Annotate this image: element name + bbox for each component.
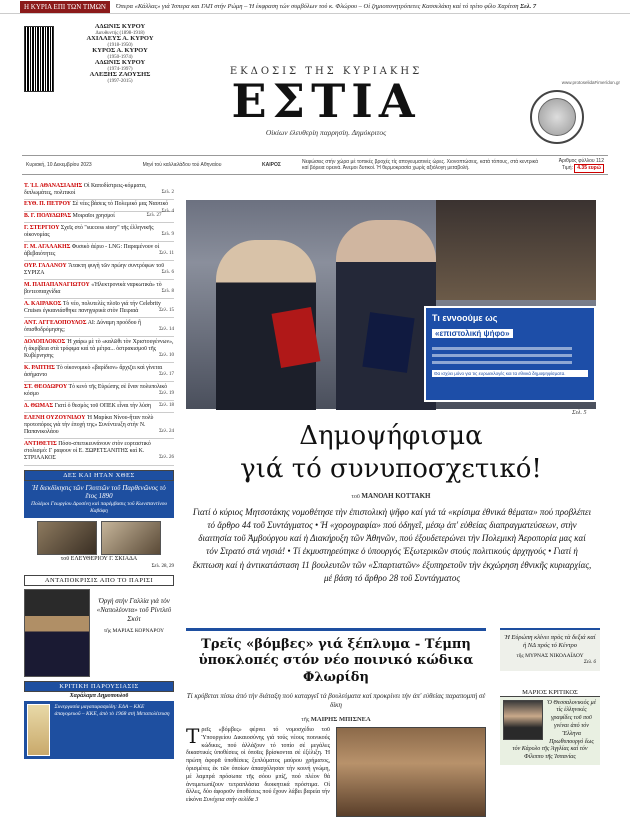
contents-text: «Ἠλεκτρονικὰ ναρκωτικὰ» τὸ βιντεοπαιχνίδια — [24, 281, 162, 296]
contents-author: Δ. ΘΩΜΑΣ — [24, 402, 54, 409]
europe-text: Ἡ Εὐρώπη κλίνει πρὸς τὰ δεξιά καί ἡ ΝΔ πρός τό Κέντρο — [504, 634, 596, 650]
seal-site-url: www.protoselidaFimerídon.gr — [561, 80, 620, 85]
history-page: Σελ. 28, 29 — [151, 564, 174, 570]
contents-page: Σελ. 8 — [161, 289, 174, 295]
contents-author: Β. Γ. ΠΟΛΥΔΩΡΑΣ — [24, 213, 72, 220]
top-strip-teaser[interactable]: Όπερα «Κάλλας» γιά Ίσπερα και ΓΑΠ στήν Ρώμη – Ή έκφραση τών συμβόλων τού κ. Φλώρου – Οί ζημιοπονητρόπετες Κασσελάκη καί τό τρίτο φίλο Χαρίτση Σελ. 7 — [115, 3, 537, 10]
editor-name: ΑΧΙΛΛΕΥΣ Α. ΚΥΡΟΥ — [86, 35, 154, 43]
history-photos — [24, 521, 174, 555]
contents-page: Σελ. 11 — [159, 251, 174, 257]
contents-item[interactable] — [24, 299, 174, 318]
contents-text: Τὸ οἰκονομικὸ «βαρίδιον» ἄρχιζει καὶ γίνεται ἀσήμαντο — [24, 364, 163, 379]
contents-page: Σελ. 18 — [159, 402, 174, 408]
contents-item[interactable] — [24, 261, 174, 280]
book-cover — [27, 704, 50, 756]
history-photo-kavafis — [101, 521, 161, 555]
contents-text: Οἱ Καποδίστρεις-κόμματα, διπλωμάτες, πολιτικοί — [24, 182, 147, 196]
contents-text: Σὲ νέες βάσεις τὸ Πολεμικό μας Ναυτικό — [72, 201, 169, 208]
europe-page: Σελ. 6 — [583, 660, 596, 666]
contents-text: Τὸ κενὸ τῆς Εὐρώπης σὲ ἕναν πολυπολικὸ κόσμο — [24, 383, 168, 398]
contents-item[interactable] — [24, 242, 174, 261]
krikos-photo — [503, 700, 543, 740]
photo-page-ref: Σελ. 5 — [572, 410, 587, 416]
contents-page: Σελ. 15 — [159, 308, 174, 314]
contents-author: ΔΟΛΟΠΛΟΚΟΣ — [24, 338, 66, 345]
contents-item[interactable] — [24, 200, 174, 212]
right-column — [500, 628, 600, 765]
contents-author: Τ. Ἰ.Ι. ΑΘΑΝΑΣΙΑΔΗΣ — [24, 182, 83, 189]
article-2-byline: τῆς ΜΑΙΡΗΣ ΜΠΙΣΝΕΑ — [301, 715, 371, 723]
napoleon-photo — [24, 589, 90, 677]
contents-text: ΑΙ: Δύναμη προόδου ἢ ὀπισθοδρόμησης; — [24, 319, 141, 334]
editor-years: (1950-1974) — [107, 54, 133, 60]
contents-text: Γιατί ὁ θεσμὸς τοῦ ΟΠΕΚ εἶναι τὴν λύση — [54, 402, 152, 409]
contents-author: Κ. ΡΑΠΤΗΣ — [24, 364, 55, 371]
editor-name: ΑΔΩΝΙΣ ΚΥΡΟΥ — [94, 23, 146, 30]
contents-page: Σελ. 24 — [159, 429, 174, 435]
contents-item[interactable] — [24, 401, 174, 413]
weather-forecast: Νεφώσεις στήν χώρα μέ τοπικές βροχές τίς απογευματινές ώρες. Χιονοπτώσεις, κατά τόπους, στά κεντρικά καί βόρεια ορεινά. Άνεμοι δυτικοί. Ή θερμοκρασία χωρίς αξιόλογη μεταβολή. — [302, 159, 538, 171]
article-2-headline[interactable]: Τρεῖς «βόμβες» γιά ξέπλυμα - Τέμπη ὑποκλοπές στόν νέο ποινικό κώδικα Φλωρίδη — [198, 637, 474, 685]
paris-byline: τῆς ΜΑΡΙΑΣ ΚΟΡΝΑΡΟΥ — [103, 627, 165, 634]
editor-name: ΑΔΩΝΙΣ ΚΥΡΟΥ — [94, 59, 146, 67]
critique-text: Συνεργασία μαγαπαρασρίδη: ΕΔΑ – ΚΚΕ ἀπαγορευοῦ – ΚΚΕ, ἀπὸ τὸ 1968 στὴ Μεταπολίτευση — [54, 704, 170, 717]
critique-author: Χαράλαμπ Δημοπουλοῦ — [69, 692, 129, 699]
contents-author: Γ. ΣΤΕΡΓΙΟΥ — [24, 224, 60, 231]
contents-text: Ἡ Μαρίκα Νίνου-ἤταν πολὺ προτοπόρος γιὰ τὴν ἐποχὴ της» Συνέντευξη στὴν Ν. Παπανικολάου — [24, 414, 154, 436]
masthead-title[interactable]: ΕΣΤΙΑ — [231, 74, 421, 128]
europe-box[interactable] — [500, 628, 600, 671]
contents-author: ΟΥΡ. ΓΑΛΑΝΟΥ — [24, 262, 67, 269]
history-box[interactable] — [24, 481, 174, 518]
editor-years: (1974-1997) — [107, 67, 133, 72]
contents-item[interactable] — [24, 337, 174, 363]
history-subtitle: Πολέμοι Γεωργίου Δροσίνη καὶ παρέμβασις τοῦ Κωνσταντίνου Καβάφη — [31, 501, 167, 514]
info-bar — [22, 155, 608, 175]
contents-item[interactable] — [24, 280, 174, 299]
contents-page: Σελ. 2 — [161, 189, 174, 195]
contents-item[interactable] — [24, 318, 174, 337]
krikos-heading[interactable]: ΜΑΡΙΟΣ ΚΡΙΤΙΚΟΣ — [500, 689, 600, 697]
editor-years: Διευθυντής (1898-1918) — [95, 30, 145, 36]
contents-author: Μ. ΠΑΠΑΠΑΝΑΓΙΩΤΟΥ — [24, 281, 90, 288]
lead-text: Γιατί ὁ κύριος Μητσοτάκης νομοθέτησε τὴν ἐπιστολικὴ ψῆφο καί γιά τά «κρίσιμα ἐθνικά θέματα» πού προβλέπει τό ἄρθρο 44 τοῦ Συντάγματος • Ἡ «χορογραφία» πού ὁδηγεῖ, μέσῳ ἀπ' εὐθείας διαπραγματεύσεων, στὴν διαιτησία τοῦ Ἀμβούργου καί ἡ Διακήρυξη τῶν Ἀθηνῶν, πού ἐξουδετερώνει τὴν Πολεμικὴ Ἀεροπορία μας καί τόν Στρατό στά νησιά! • Τί ἐκμυστηρεύτηκε ὁ ὑπουργός Ἐξωτερικῶν στούς πολιτικούς ἀρχηγούς • Γιατί ἡ ἔκπτωση καί ἡ ἀντικατάσταση 11 βουλευτῶν τῶν «Σπαρτιατῶν» ἐξυπηρετοῦν τὴν ἐκχώρηση ἐθνικῆς κυριαρχίας, μέ βάση τό ἄρθρο 28 τοῦ Συντάγματος — [192, 507, 592, 583]
contents-item[interactable] — [24, 363, 174, 382]
contents-text: Σχεῖς στὸ "success story" τῆς ἑλληνικῆς οἰκονομίας — [24, 224, 154, 239]
history-byline: τοῦ ΕΛΕΥΘΕΡΙΟΥ Γ. ΣΚΙΑΔΑ — [60, 555, 138, 562]
contents-page: Σελ. 4 — [161, 208, 174, 214]
contents-text: Ἡ χαίρω μὲ τὸ «καλῶθι τὸν Χριστουγέννων», ἡ ἀκρίβεια στὰ τρόφιμα καὶ τὰ μέτρα... ὀστρακισμοῦ τῆς Κυβέρνησης — [24, 338, 174, 360]
editor-name: ΑΛΕΞΗΣ ΖΑΟΥΣΗΣ — [89, 71, 151, 79]
contents-author: ΑΝΤ. ΑΓΓΕΛΟΠΟΥΛΟΣ — [24, 319, 87, 326]
paris-text: Ὀργὴ στὴν Γαλλία γιὰ τὸν «Ναπολέοντα» τοῦ Ρίντλεϋ Σκότ — [96, 596, 172, 623]
contents-author: Γ. Μ. ΑΓΑΛΑΚΗΣ — [24, 243, 71, 250]
editor-years: (1918-1950) — [107, 42, 133, 48]
krikos-box[interactable] — [500, 697, 600, 765]
seal-logo-icon — [530, 90, 584, 144]
contents-page: Σελ. 10 — [159, 353, 174, 359]
top-strip — [0, 0, 630, 14]
contents-text: Πόσο-σπετικευνάνουν στὸν εορταστικό στολισμό: Γ ραφουν οἱ Ε. ΞΩΡΕΤΣΑΝΙΤΗΣ καὶ Κ. ΣΤΡΙΛΑΚΟΣ — [24, 440, 151, 462]
contents-page: Σελ. 19 — [159, 391, 174, 397]
contents-author: ΑΝΤΙΘΕΤΙΣ — [24, 440, 57, 447]
contents-author: ΕΛΕΝΗ ΟΥΖΟΥΝΙΔΟΥ — [24, 414, 86, 421]
weather-label: ΚΑΙΡΟΣ — [262, 162, 281, 168]
article-2-dek: Τί κρύβεται πίσω ἀπό τὴν διάταξη πού καταργεῖ τά βουλεύματα καί προκρίνει τήν ἀπ' εὐθείας παραπομπή σέ δίκη — [186, 691, 486, 709]
left-column — [24, 181, 174, 759]
price-badge: 4.35 ευρώ — [574, 164, 604, 173]
lead-byline: τοῦ ΜΑΝΟΛΗ ΚΟΤΤΑΚΗ — [351, 492, 431, 500]
contents-item[interactable] — [24, 413, 174, 439]
contents-item[interactable] — [24, 223, 174, 242]
contents-text: Ἄτακτη φυγὴ τῶν πρώην συντρόφων τοῦ ΣΥΡΙΖΑ — [24, 262, 165, 277]
contents-page: Σελ. 27 — [146, 213, 162, 219]
ad-rows — [432, 347, 588, 364]
contents-item[interactable] — [24, 181, 174, 200]
photo-blue-folder — [362, 312, 414, 373]
contents-item[interactable] — [24, 439, 174, 465]
contents-text: Τὸ νέο, πολυτελὲς πλοῖο γιά τήν Celebrity Cruises ἐγκαινιάσθηκε πανηγυρικὰ στὸν Πειραιὰ — [24, 300, 161, 315]
contents-text: Φυσικὸ ἀέριο - LNG: Παραμένουν οἱ ἀβεβαιότητες — [24, 243, 160, 258]
contents-page: Σελ. 9 — [161, 232, 174, 238]
ad-subtitle: «επιστολική ψήφο» — [432, 329, 513, 338]
editor-name: ΚΥΡΟΣ Α. ΚΥΡΟΥ — [92, 47, 148, 55]
contents-page: Σελ. 26 — [159, 455, 174, 461]
article-2-body: Τρεῖς «βόμβες» φέρνει τό νομοσχέδιο τοῦ Ὑπουργείου Δικαιοσύνης γιά τούς νέους ποινικούς κώδικες, πού ἀλλάζουν τό τοπίο σέ μεγάλες δικαστικές ὑποθέσεις οἱ ὁποῖες βρίσκονται σέ ἐξέλιξη. Ἡ πρώτη ἀφορᾶ ὑποθέσεις ξεπλύματος μαύρου χρήματος, ὁρισμένες ἐκ τῶν ὁποίων ἀπασχόλησαν τὴν κοινή γνώμη, μέ λαμπρά πρόσωπα τῆς σόου μπίζ, πού πλέον θά ἀντιμετωπίζουν τετραπλάσια διοικητικά πρόστιμα. Οἱ ἄλλες, δύο ἀφοροῦν ὑποθέσεις πού ἔχουν λάβει βαρεία τήν εἰκόνα Συνέχεια στήν σελίδα 3 — [186, 723, 330, 804]
masthead-subtitle: ΕΚΔΟΣΙΣ ΤΗΣ ΚΥΡΙΑΚΗΣ — [229, 66, 423, 77]
editor-years: (1997-2015) — [107, 79, 133, 85]
contents-page: Σελ. 17 — [159, 372, 174, 378]
krikos-text: Ὁ Θεσσαλονικιός μέ τίς ἑλληνικές γραφίδες τοῦ ποῦ γνέναι ἀπό τόν Ἕλληνα Πρωθυπουργό ἕως τόν Κάρολο τῆς Ἀγγλίας καί τόν Φίλιππο τῆς Ἰσπανίας — [512, 699, 596, 761]
issue-month: Μηνί τού καλλιελάδου τού Αθηναίου — [142, 162, 222, 168]
contents-item[interactable] — [24, 382, 174, 401]
top-strip-label[interactable]: Η ΚΥΡΙΑ ΕΠΙ ΤΩΝ ΤΙΜΩΝ — [20, 1, 110, 13]
contents-text: Μοιραῖοι χρησμοί — [72, 213, 115, 220]
lead-headline[interactable]: Δημοψήφισμα γιά τό συνυποσχετικό! — [240, 421, 542, 485]
history-photo-drosinis — [37, 521, 97, 555]
contents-page: Σελ. 6 — [161, 270, 174, 276]
history-box-heading[interactable]: ΔΕΣ ΚΑΙ ΗΤΑΝ ΧΘΕΣ — [24, 470, 174, 481]
contents-author: Λ. ΚΑΙΡΑΚΟΣ — [24, 300, 62, 307]
ad-footer: Θα ισχύει μόνο για τις ευρωεκλογές και τα εθνικά δημοψηφίσματα. — [432, 370, 588, 377]
issue-number: Άριθμος φύλλου 112 Τιμή: 4.35 ευρώ — [558, 157, 604, 171]
editors-list — [60, 24, 180, 84]
paris-box[interactable] — [24, 589, 174, 677]
issue-date: Κυριακή, 10 Δεκεμβρίου 2023 — [26, 162, 92, 168]
article-2 — [186, 628, 486, 817]
contents-author: ΣΤ. ΘΕΟΔΩΡΟΥ — [24, 383, 68, 390]
critique-box[interactable] — [24, 701, 174, 759]
contents-author: ΕΥΘ. Π. ΠΕΤΡΟΥ — [24, 201, 71, 208]
paris-box-heading[interactable]: ΑΝΤΑΠΟΚΡΙΣΙΣ ΑΠΟ ΤΟ ΠΑΡΙΣΙ — [24, 575, 174, 586]
postal-vote-ad[interactable] — [424, 306, 596, 402]
contents-list — [24, 181, 174, 466]
article-2-photo — [336, 727, 486, 817]
europe-byline: τῆς ΜΥΡΝΑΣ ΝΙΚΟΛΑΪΔΟΥ — [516, 652, 584, 659]
masthead-motto: Οἰκίων ἐλευθερίη παρρησίη. Δημόκριτος — [265, 128, 387, 137]
photo-inset — [436, 200, 596, 300]
critique-box-heading[interactable]: ΚΡΙΤΙΚΗ ΠΑΡΟΥΣΙΑΣΙΣ — [24, 681, 174, 692]
ad-title: Τι εννοούμε ως — [432, 313, 498, 323]
contents-page: Σελ. 14 — [159, 327, 174, 333]
contents-item[interactable] — [24, 212, 174, 224]
barcode — [24, 26, 54, 92]
history-title: Ἡ διεκδίκησις τῶν Γλυπτῶν τοῦ Παρθενῶνος τὸ ἔτος 1890 — [32, 483, 166, 501]
